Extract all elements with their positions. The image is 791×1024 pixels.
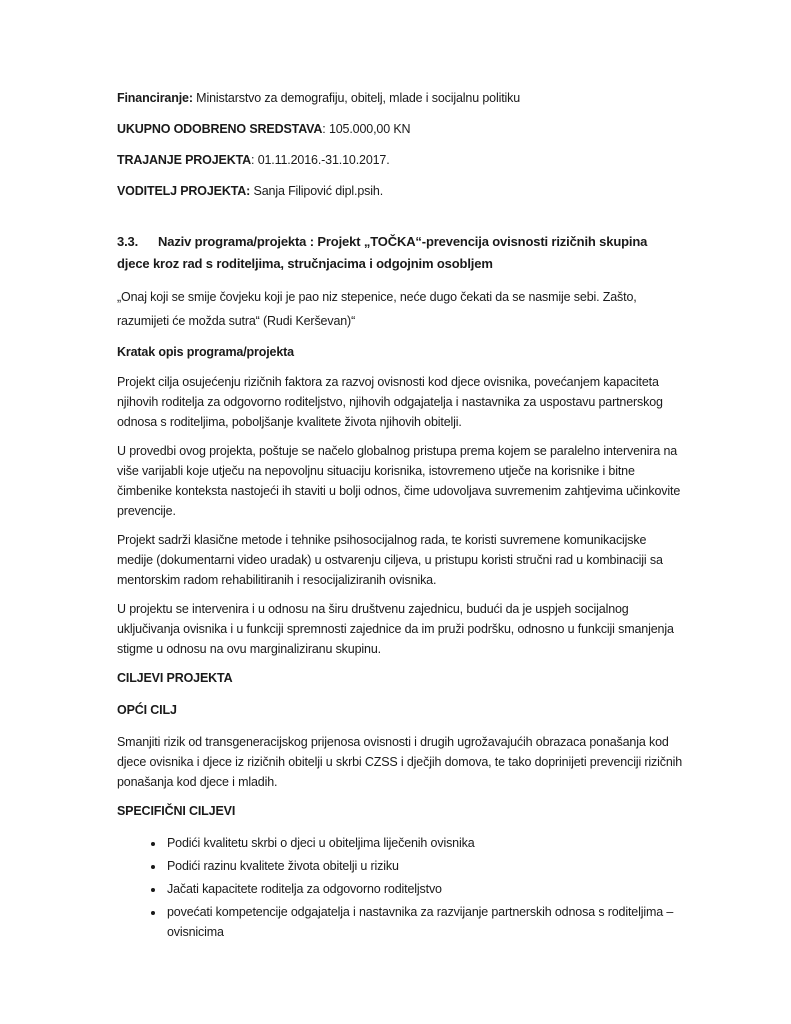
meta-line-financiranje [117, 88, 683, 108]
meta-value: : 105.000,00 KN [322, 122, 411, 136]
meta-label: VODITELJ PROJEKTA: [117, 184, 251, 198]
specific-goals-list [117, 833, 683, 942]
paragraph-opci-cilj: Smanjiti rizik od transgeneracijskog prijenosa ovisnosti i drugih ugrožavajućih obrazaca ponašanja kod djece ovisnika i djece iz rizičnih obitelji u skrbi CZSS i dječjih domova, te tako doprinijeti prevenciji rizičnih ponašanja kod djece i mladih. [117, 735, 683, 789]
list-item: • Podići kvalitetu skrbi o djeci u obiteljima liječenih ovisnika [165, 833, 683, 853]
heading-specificni-ciljevi: SPECIFIČNI CILJEVI [117, 804, 236, 818]
list-item: • Podići razinu kvalitete života obitelji u riziku [165, 856, 683, 876]
meta-label: Financiranje: [117, 91, 193, 105]
meta-value: Ministarstvo za demografiju, obitelj, mlade i socijalnu politiku [192, 91, 521, 105]
paragraph-opis-3: Projekt sadrži klasične metode i tehnike psihosocijalnog rada, te koristi suvremene komunikacijske medije (dokumentarni video uradak) u ostvarenju ciljeva, u pristupu koristi stručni rad u kombinaciji sa mentorskim radom rehabilitiranih i resocijaliziranih ovisnika. [117, 533, 663, 587]
quote-text: „Onaj koji se smije čovjeku koji je pao niz stepenice, neće dugo čekati da se nasmije sebi. Zašto, razumijeti će možda sutra“ (Rudi Kerševan)“ [117, 290, 637, 328]
section-title-text: Naziv programa/projekta : Projekt „TOČKA“-prevencija ovisnosti rizičnih skupina djece kroz rad s roditeljima, stručnjacima i odgojnim osobljem [117, 234, 648, 271]
heading-opci-cilj: OPĆI CILJ [117, 703, 177, 717]
section-number: 3.3. [117, 234, 139, 249]
paragraph-opis-1: Projekt cilja osujećenju rizičnih faktora za razvoj ovisnosti kod djece ovisnika, povećanjem kapaciteta njihovih roditelja za odgovorno roditeljstvo, njihovih odgajatelja i nastavnika za uspostavu partnerskog odnosa s roditeljima, poboljšanje kvalitete života njihovih obitelji. [117, 375, 663, 429]
meta-line-voditelj [117, 181, 683, 201]
meta-line-trajanje [117, 150, 683, 170]
meta-label: TRAJANJE PROJEKTA [117, 153, 252, 167]
heading-ciljevi-projekta: CILJEVI PROJEKTA [117, 671, 233, 685]
subheading-kratak-opis: Kratak opis programa/projekta [117, 345, 294, 359]
section-heading [117, 231, 683, 275]
paragraph-opis-4: U projektu se intervenira i u odnosu na širu društvenu zajednicu, budući da je uspjeh socijalnog uključivanja ovisnika i u funkciji spremnosti zajednice da im pruži podršku, odnosno u funkciji smanjenja stigme u odnosu na ovu marginaliziranu skupinu. [117, 602, 674, 656]
meta-line-sredstva [117, 119, 683, 139]
list-item: • povećati kompetencije odgajatelja i nastavnika za razvijanje partnerskih odnosa s roditeljima – ovisnicima [165, 902, 683, 942]
meta-value: : 01.11.2016.-31.10.2017. [251, 153, 390, 167]
paragraph-opis-2: U provedbi ovog projekta, poštuje se načelo globalnog pristupa prema kojem se paralelno intervenira na više varijabli koje utječu na nepovoljnu situaciju korisnika, istovremeno utječe na korisnike i bitne čimbenike konteksta nastojeći ih staviti u bolji odnos, čime udovoljava suvremenim zahtjevima učinkovite prevencije. [117, 444, 681, 518]
meta-value: Sanja Filipović dipl.psih. [250, 184, 384, 198]
list-item: • Jačati kapacitete roditelja za odgovorno roditeljstvo [165, 879, 683, 899]
meta-label: UKUPNO ODOBRENO SREDSTAVA [117, 122, 323, 136]
